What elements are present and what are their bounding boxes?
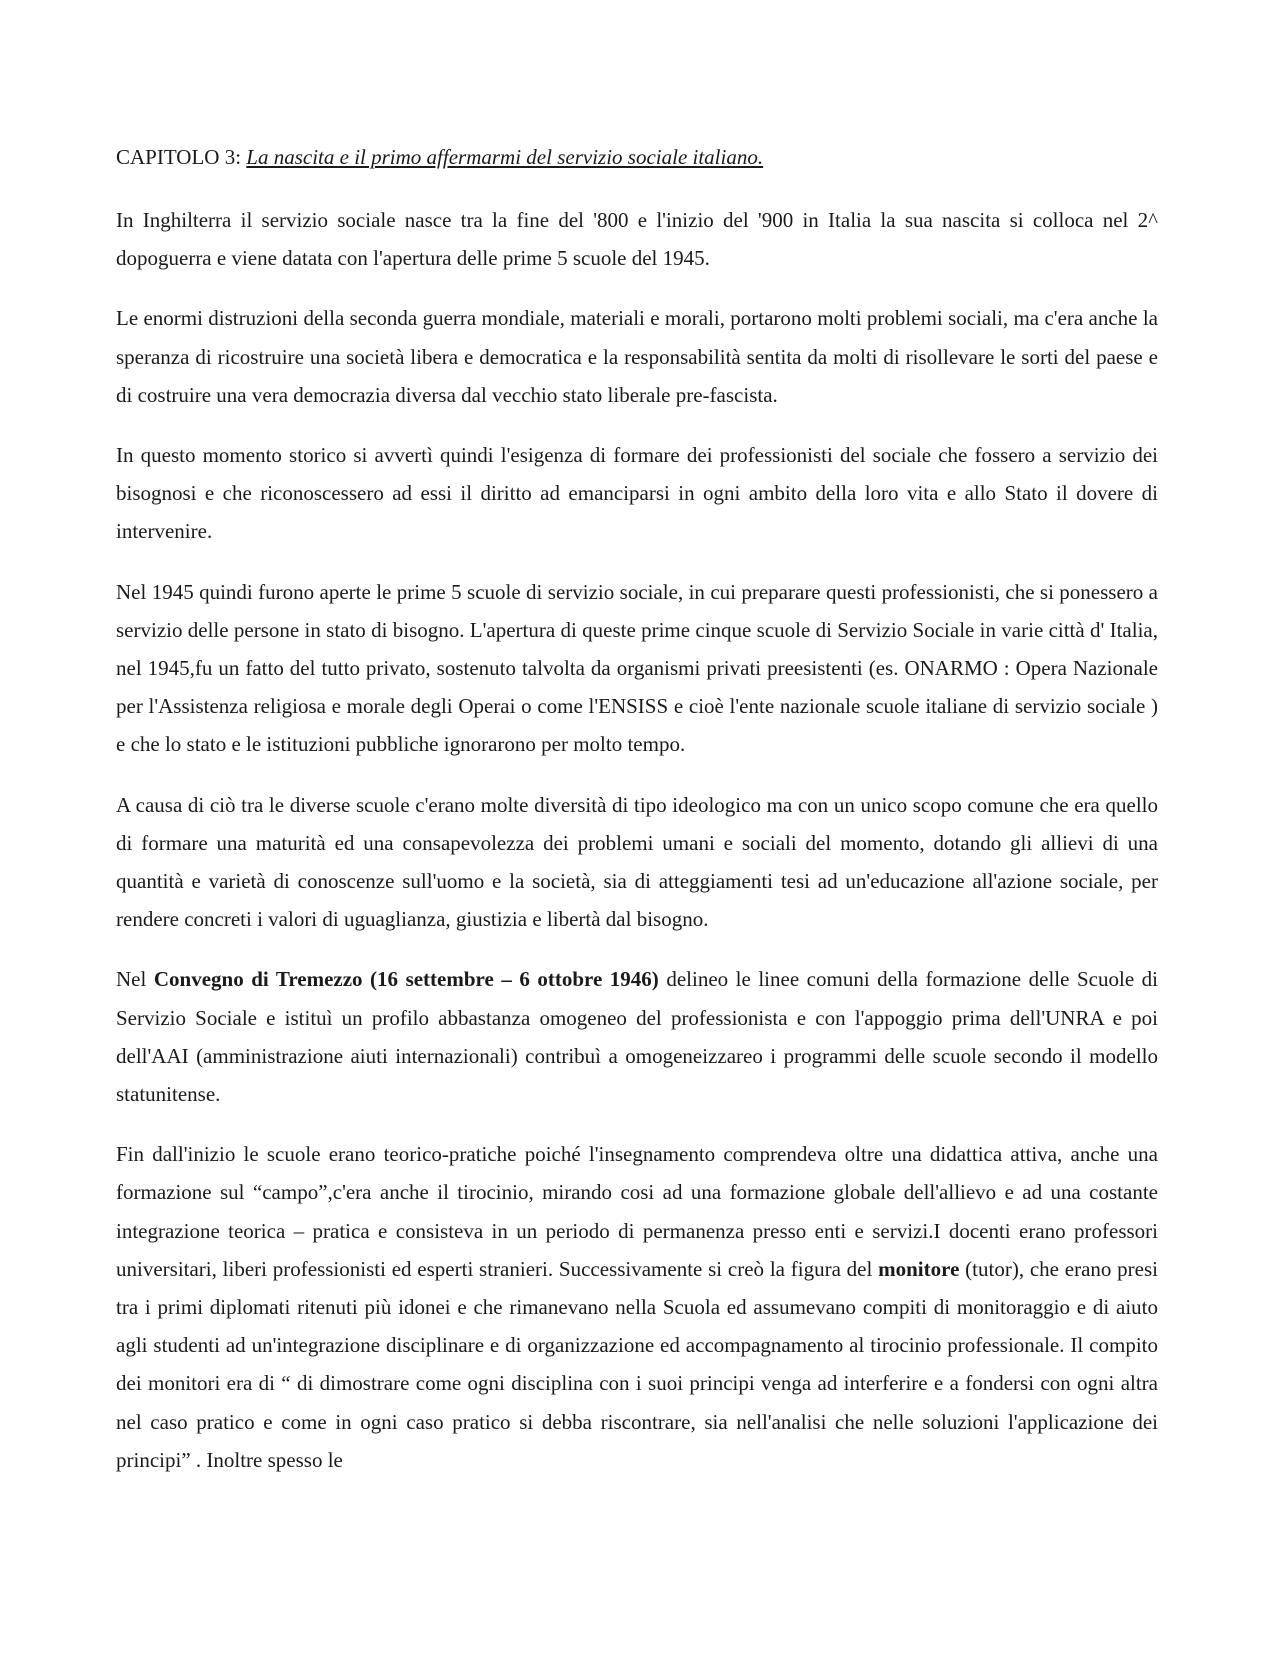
monitore-bold-term: monitore — [878, 1256, 960, 1281]
chapter-label: CAPITOLO 3 — [116, 145, 236, 169]
tremezzo-bold-term: Convegno di Tremezzo (16 settembre – 6 ottobre 1946) — [153, 967, 659, 992]
training-text-before: Fin dall'inizio le scuole erano teorico-pratiche poiché l'insegnamento comprendeva oltre una didattica attiva, anche una formazione sul “campo”,c'era anche il tirocinio, mirando cosi ad una formazione globale dell'allievo e ad una costante integrazione teorica – pratica e consisteva in un periodo di permanenza presso enti e servizi.I docenti erano professori universitari, liberi professionisti ed esperti stranieri. Successivamente si creò la figura del — [116, 1142, 1158, 1281]
paragraph-need: In questo momento storico si avvertì quindi l'esigenza di formare dei professionisti del sociale che fossero a servizio dei bisognosi e che riconoscessero ad essi il diritto ad emanciparsi in ogni ambito della loro vita e allo Stato il dovere di intervenire. — [116, 443, 1158, 544]
chapter-separator: : — [235, 145, 247, 169]
tremezzo-text-after: delineo le linee comuni della formazione delle Scuole di Servizio Sociale e istituì un profilo abbastanza omogeneo del professionista e con l'appoggio prima dell'UNRA e poi dell'AAI (amministrazione aiuti internazionali) contribuì a omogeneizzareo i programmi delle scuole secondo il modello statunitense. — [116, 967, 1158, 1107]
tremezzo-text-before: Nel — [116, 967, 154, 992]
paragraph-first-schools: Nel 1945 quindi furono aperte le prime 5 scuole di servizio sociale, in cui preparare questi professionisti, che si ponessero a servizio delle persone in stato di bisogno. L'apertura di queste prime cinque scuole di Servizio Sociale in varie città d' Italia, nel 1945,fu un fatto del tutto privato, sostenuto talvolta da organismi privati preesistenti (es. ONARMO : Opera Nazionale per l'Assistenza religiosa e morale degli Operai o come l'ENSISS e cioè l'ente nazionale scuole italiane di servizio sociale ) e che lo stato e le istituzioni pubbliche ignorarono per molto tempo. — [116, 579, 1158, 757]
paragraph-origins: In Inghilterra il servizio sociale nasce tra la fine del '800 e l'inizio del '900 in Italia la sua nascita si colloca nel 2^ dopoguerra e viene datata con l'apertura delle prime 5 scuole del 1945. — [116, 208, 1158, 271]
document-body — [116, 138, 1158, 1501]
paragraph-diversity: A causa di ciò tra le diverse scuole c'erano molte diversità di tipo ideologico ma con un unico scopo comune che era quello di formare una maturità ed una consapevolezza dei problemi umani e sociali del momento, dotando gli allievi di una quantità e varietà di conoscenze sull'uomo e la società, sia di atteggiamenti tesi ad un'educazione all'azione sociale, per rendere concreti i valori di uguaglianza, giustizia e libertà dal bisogno. — [116, 792, 1158, 932]
paragraph-tremezzo — [116, 960, 1158, 1113]
paragraph-training — [116, 1135, 1158, 1479]
training-text-after: (tutor), che erano presi tra i primi diplomati ritenuti più idonei e che rimanevano nella Scuola ed assumevano compiti di monitoraggio e di aiuto agli studenti ad un'integrazione disciplinare e di organizzazione ed accompagnamento al tirocinio professionale. Il compito dei monitori era di “ di dimostrare come ogni disciplina con i suoi principi venga ad interferire e a fondersi con ogni altra nel caso pratico e come in ogni caso pratico si debba riscontrare, sia nell'analisi che nelle soluzioni l'applicazione dei principi” . Inoltre spesso le — [116, 1256, 1159, 1472]
chapter-heading — [116, 138, 1158, 176]
chapter-title: La nascita e il primo affermarmi del servizio sociale italiano. — [246, 145, 764, 169]
paragraph-postwar: Le enormi distruzioni della seconda guerra mondiale, materiali e morali, portarono molti problemi sociali, ma c'era anche la speranza di ricostruire una società libera e democratica e la responsabilità sentita da molti di risollevare le sorti del paese e di costruire una vera democrazia diversa dal vecchio stato liberale pre-fascista. — [116, 306, 1158, 407]
